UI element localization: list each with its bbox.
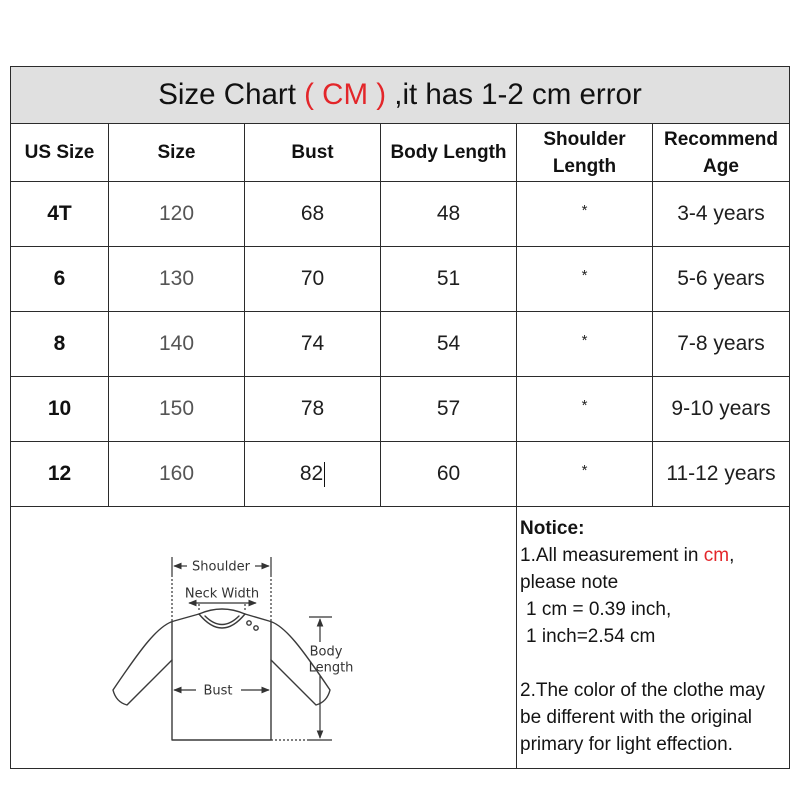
notice-unit-cm: cm: [703, 545, 730, 566]
shoulder-length-cell: [517, 442, 653, 507]
neck-band: [205, 616, 239, 625]
us-size-cell: 12: [11, 442, 109, 507]
notice-item-2-line-2: be different with the original: [520, 707, 753, 728]
size-chart-table: [10, 66, 790, 769]
bust-cell: 78: [245, 377, 381, 442]
neck-width-dimension: [189, 603, 256, 612]
column-header-size: Size: [109, 124, 245, 182]
column-header-shoulder-length: Shoulder Length: [517, 124, 653, 182]
size-cell: 160: [109, 442, 245, 507]
body-length-label-line1: Body: [309, 644, 343, 660]
chart-title-text: [158, 78, 642, 112]
shoulder-length-cell: [517, 312, 653, 377]
body-length-cell: 60: [381, 442, 517, 507]
notice-heading: Notice:: [520, 518, 585, 539]
bust-cell: 74: [245, 312, 381, 377]
size-cell: 140: [109, 312, 245, 377]
body-length-cell: 51: [381, 247, 517, 312]
bust-value: 82: [299, 462, 324, 485]
size-cell: 150: [109, 377, 245, 442]
button-icon: [247, 621, 251, 625]
recommend-age-cell: 7-8 years: [653, 312, 789, 377]
shoulder-length-value: *: [581, 461, 588, 479]
column-header-body-length: Body Length: [381, 124, 517, 182]
body-length-cell: 57: [381, 377, 517, 442]
notice-item-1-comma: ,: [729, 545, 735, 566]
bust-cell: [245, 442, 381, 507]
us-size-cell: 6: [11, 247, 109, 312]
neck-width-label: Neck Width: [184, 586, 260, 602]
bust-cell: 68: [245, 182, 381, 247]
title-prefix: Size Chart: [158, 78, 305, 111]
sweater-outline: [113, 609, 330, 740]
notice-conversion-cm-to-inch: 1 cm = 0.39 inch,: [526, 599, 672, 620]
sweater-body: [172, 622, 271, 740]
size-cell: 120: [109, 182, 245, 247]
shoulder-length-cell: [517, 377, 653, 442]
bust-cell: 70: [245, 247, 381, 312]
column-header-us-size: US Size: [11, 124, 109, 182]
column-header-bust: Bust: [245, 124, 381, 182]
column-header-recommend-age: Recommend Age: [653, 124, 789, 182]
us-size-cell: 4T: [11, 182, 109, 247]
title-suffix: ,it has 1-2 cm error: [386, 78, 642, 111]
notice-item-1-text: 1.All measurement in: [520, 545, 704, 566]
shoulder-length-cell: [517, 182, 653, 247]
chart-footer: [11, 507, 789, 768]
button-icon: [254, 626, 258, 630]
garment-measurement-diagram: [100, 540, 370, 755]
notice-item-1-line-2: please note: [520, 572, 619, 593]
size-table-grid: [11, 67, 789, 507]
chart-title: [11, 67, 789, 124]
size-cell: 130: [109, 247, 245, 312]
shoulder-label: Shoulder: [192, 559, 250, 575]
body-length-label-line2: Length: [308, 660, 354, 676]
body-length-cell: 54: [381, 312, 517, 377]
shoulder-length-value: *: [581, 201, 588, 219]
recommend-age-cell: 11-12 years: [653, 442, 789, 507]
shoulder-length-value: *: [581, 266, 588, 284]
notice-spacer: [520, 650, 789, 677]
left-sleeve: [113, 614, 199, 705]
us-size-cell: 10: [11, 377, 109, 442]
notice-panel: [517, 507, 789, 768]
shoulder-length-cell: [517, 247, 653, 312]
us-size-cell: 8: [11, 312, 109, 377]
recommend-age-cell: 5-6 years: [653, 247, 789, 312]
title-unit: ( CM ): [304, 78, 387, 111]
bust-label: Bust: [203, 683, 233, 699]
notice-item-2-line-3: primary for light effection.: [520, 734, 733, 755]
body-length-cell: 48: [381, 182, 517, 247]
shoulder-length-value: *: [581, 396, 588, 414]
recommend-age-cell: 3-4 years: [653, 182, 789, 247]
notice-item-2-line-1: 2.The color of the clothe may: [520, 680, 766, 701]
measurement-diagram-panel: [11, 507, 517, 768]
text-cursor: [324, 462, 325, 487]
back-neckline: [199, 609, 245, 614]
notice-item-1: [520, 542, 789, 569]
shoulder-length-value: *: [581, 331, 588, 349]
recommend-age-cell: 9-10 years: [653, 377, 789, 442]
notice-conversion-inch-to-cm: 1 inch=2.54 cm: [526, 626, 656, 647]
